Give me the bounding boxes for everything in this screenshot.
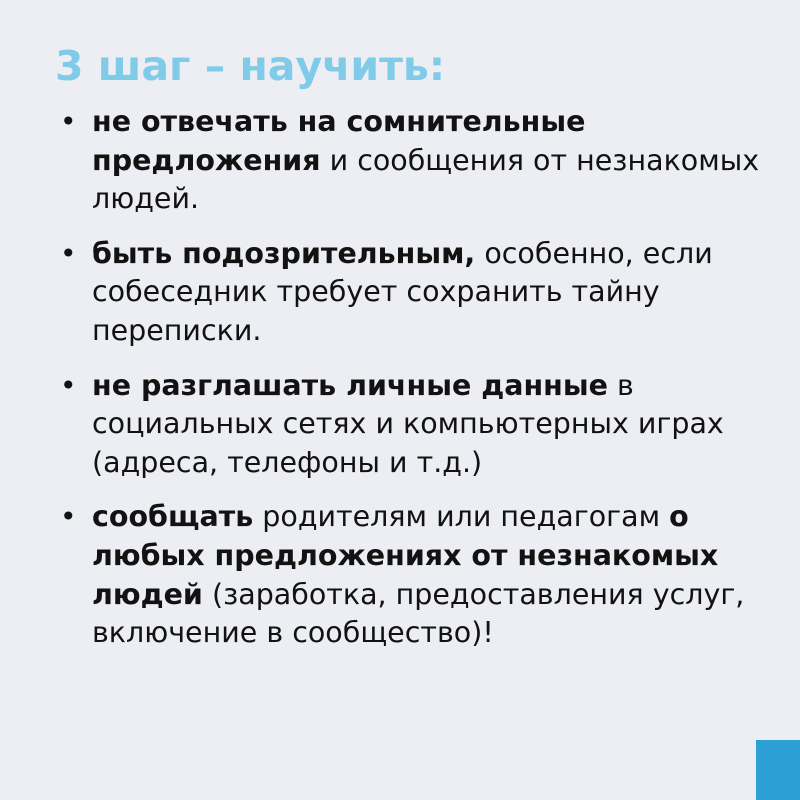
list-item-text <box>92 369 724 479</box>
list-item-text <box>92 237 713 347</box>
list-item <box>48 498 760 652</box>
emphasis-text: о любых предложениях от незнакомых людей <box>92 500 719 611</box>
plain-text: и сообщения от незнакомых людей. <box>92 143 760 216</box>
plain-text: особенно, если собеседник требует сохранить тайну переписки. <box>92 236 713 348</box>
list-item-text <box>92 500 744 649</box>
plain-text: (заработка, предоставления услуг, включение в сообщество)! <box>92 577 745 650</box>
plain-text: родителям или педагогам <box>253 500 670 534</box>
corner-accent-block <box>756 740 800 800</box>
emphasis-text: быть подозрительным, <box>92 236 476 270</box>
bullet-list <box>48 103 760 653</box>
list-item <box>48 103 760 219</box>
emphasis-text: не разглашать личные данные <box>92 368 608 402</box>
page-title: 3 шаг – научить: <box>55 42 446 90</box>
bullet-marker-icon: • <box>60 368 77 402</box>
emphasis-text: не отвечать на сомнительные предложения <box>92 105 586 177</box>
list-item <box>48 367 760 483</box>
bullet-marker-icon: • <box>60 500 77 534</box>
plain-text: в социальных сетях и компьютерных играх (адреса, телефоны и т.д.) <box>92 368 724 479</box>
emphasis-text: сообщать <box>92 500 254 534</box>
list-item-text <box>92 105 759 215</box>
bullet-marker-icon: • <box>60 105 77 138</box>
bullet-marker-icon: • <box>60 236 77 270</box>
list-item <box>48 235 760 351</box>
